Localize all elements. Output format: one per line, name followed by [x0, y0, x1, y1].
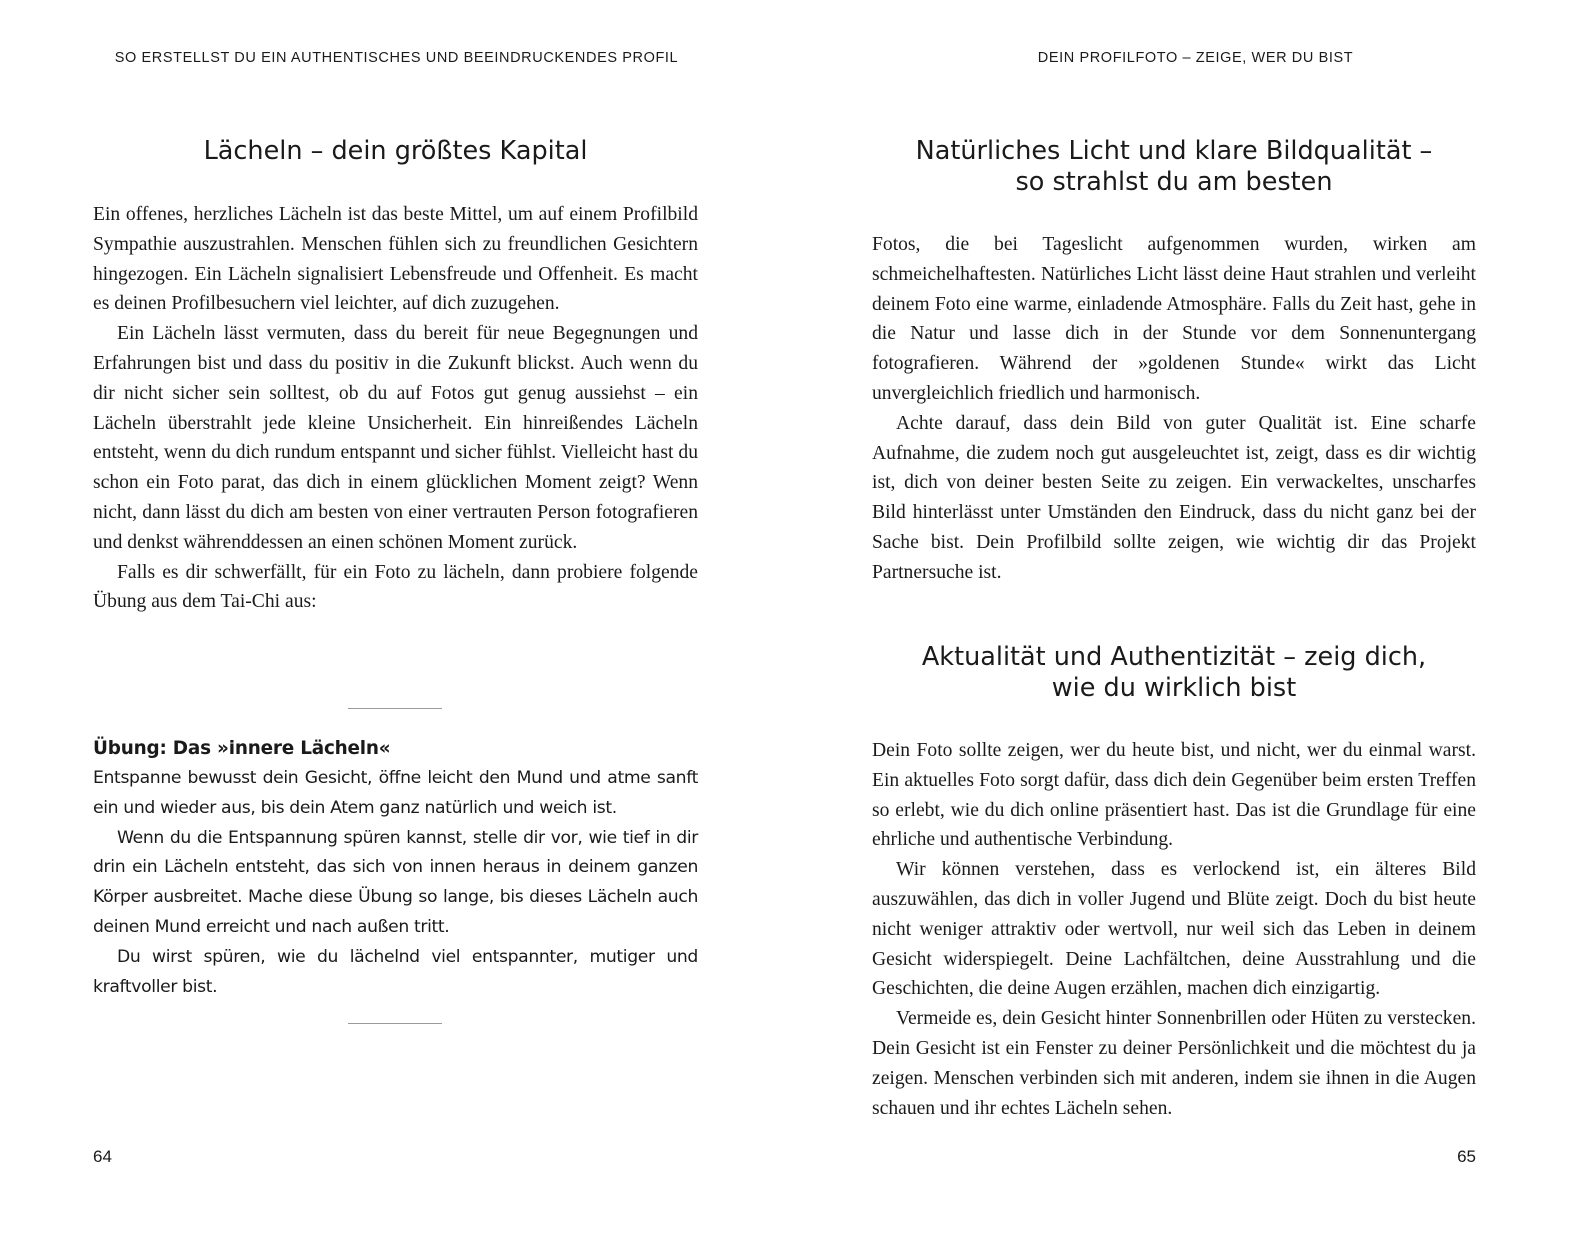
paragraph: Fotos, die bei Tageslicht aufgenommen wurden, wirken am schmeichelhaftesten. Natürliches Licht lässt deine Haut strahlen und verleiht deinem Foto eine warme, einladende Atmosphäre. Falls du Zeit hast, gehe in die Natur und lasse dich in der Stunde vor dem Sonnenuntergang fotografieren. Während der »goldenen Stunde« wirkt das Licht unvergleichlich friedlich und harmonisch. — [872, 234, 1476, 404]
page-number-right: 65 — [1457, 1147, 1476, 1166]
section-heading-authenticity — [872, 642, 1476, 704]
paragraph: Achte darauf, dass dein Bild von guter Qualität ist. Eine scharfe Aufnahme, die zudem noch gut ausgeleuchtet ist, zeigt, dass es dir wichtig ist, dich von deiner besten Seite zu zeigen. Ein verwackeltes, unscharfes Bild hinterlässt unter Umständen den Eindruck, dass du nicht ganz bei der Sache bist. Dein Profilbild sollte zeigen, wie wichtig dir das Projekt Partnersuche ist. — [872, 412, 1476, 583]
section-heading-light — [872, 136, 1476, 198]
paragraph: Ein Lächeln lässt vermuten, dass du bereit für neue Begegnungen und Erfahrungen bist und dass du positiv in die Zukunft blickst. Auch wenn du dir nicht sicher sein solltest, ob du auf Fotos gut genug aussiehst – ein Lächeln überstrahlt jede kleine Unsicherheit. Ein hinreißendes Lächeln entsteht, wenn du dich rundum entspannt und sicher fühlst. Vielleicht hast du schon ein Foto parat, das dich in einem glücklichen Moment zeigt? Wenn nicht, dann lässt du dich am besten von einer vertrauten Person fotografieren und denkst währenddessen an einen schönen Moment zurück. — [93, 323, 698, 553]
right-page — [797, 0, 1594, 1240]
section-heading-smile: Lächeln – dein größtes Kapital — [203, 136, 588, 166]
right-body-text-1 — [872, 230, 1476, 588]
page-number-left: 64 — [93, 1147, 112, 1166]
exercise-paragraph: Entspanne bewusst dein Gesicht, öffne leicht den Mund und atme sanft ein und wieder aus, bis dein Atem ganz natürlich und weich ist. — [93, 768, 698, 818]
exercise-divider-top — [348, 708, 442, 709]
heading-line: wie du wirklich bist — [1051, 673, 1297, 703]
right-body-text-2 — [872, 736, 1476, 1123]
paragraph: Ein offenes, herzliches Lächeln ist das beste Mittel, um auf einem Profilbild Sympathie auszustrahlen. Menschen fühlen sich zu freundlichen Gesichtern hingezogen. Ein Lächeln signalisiert Lebensfreude und Offenheit. Es macht es deinen Profilbesuchern viel leichter, auf dich zuzugehen. — [93, 204, 698, 315]
heading-line: so strahlst du am besten — [1015, 167, 1333, 197]
heading-line: Aktualität und Authentizität – zeig dich, — [921, 642, 1427, 672]
exercise-title: Übung: Das »innere Lächeln« — [93, 738, 391, 759]
exercise-divider-bottom — [348, 1023, 442, 1024]
exercise-paragraph: Wenn du die Entspannung spüren kannst, stelle dir vor, wie tief in dir drin ein Lächeln entsteht, das sich von innen heraus in deinem ganzen Körper ausbreitet. Mache diese Übung so lange, bis dieses Lächeln auch deinen Mund erreicht und nach außen tritt. — [93, 827, 698, 937]
paragraph: Dein Foto sollte zeigen, wer du heute bist, und nicht, wer du einmal warst. Ein aktuelles Foto sorgt dafür, dass dich dein Gegenüber beim ersten Treffen so erlebt, wie du dich online präsentiert hast. Das ist die Grundlage für eine ehrliche und authentische Verbindung. — [872, 740, 1476, 851]
exercise-paragraph: Du wirst spüren, wie du lächelnd viel entspannter, mutiger und kraftvoller bist. — [93, 946, 698, 997]
left-body-text — [93, 200, 698, 617]
exercise-body — [93, 764, 698, 1002]
running-head-right: DEIN PROFILFOTO – ZEIGE, WER DU BIST — [1037, 50, 1354, 66]
heading-line: Natürliches Licht und klare Bildqualität – — [915, 136, 1433, 166]
right-section-authenticity — [872, 642, 1476, 704]
exercise-box — [93, 734, 698, 1002]
paragraph: Vermeide es, dein Gesicht hinter Sonnenbrillen oder Hüten zu verstecken. Dein Gesicht ist ein Fenster zu deiner Persönlichkeit und die möchtest du ja zeigen. Menschen verbinden sich mit anderen, indem sie ihnen in die Augen schauen und ihr echtes Lächeln sehen. — [872, 1008, 1476, 1119]
paragraph: Falls es dir schwerfällt, für ein Foto zu lächeln, dann probiere folgende Übung aus dem Tai-Chi aus: — [93, 561, 698, 613]
left-section — [93, 136, 698, 167]
running-head-left: SO ERSTELLST DU EIN AUTHENTISCHES UND BEEINDRUCKENDES PROFIL — [114, 50, 679, 66]
paragraph: Wir können verstehen, dass es verlockend ist, ein älteres Bild auszuwählen, das dich in voller Jugend und Blüte zeigt. Doch du bist heute nicht weniger attraktiv oder wertvoll, nur weil sich das Leben in deinem Gesicht widerspiegelt. Deine Lachfältchen, deine Ausstrahlung und die Geschichten, die deine Augen erzählen, machen dich einzigartig. — [872, 859, 1476, 1000]
right-section-light — [872, 136, 1476, 198]
